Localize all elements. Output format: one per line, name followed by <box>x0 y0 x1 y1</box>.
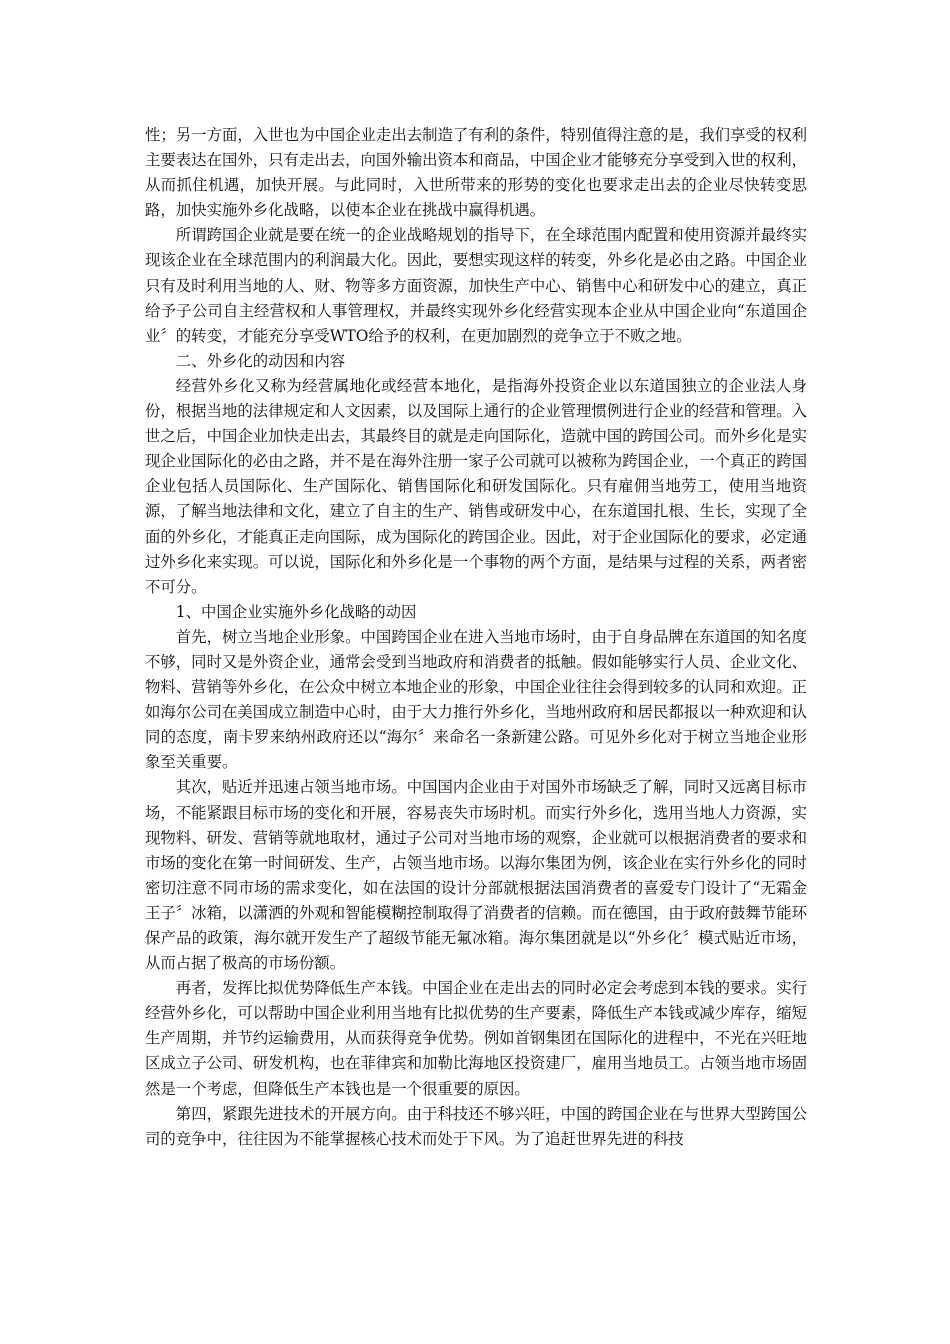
paragraph-reason-second: 其次，贴近并迅速占领当地市场。中国国内企业由于对国外市场缺乏了解，同时又远离目标市场，不能紧跟目标市场的变化和开展，容易丧失市场时机。而实行外乡化，选用当地人力资源，实现物料、研发、营销等就地取材，通过子公司对当地市场的观察，企业就可以根据消费者的要求和市场的变化在第一时间研发、生产，占领当地市场。以海尔集团为例，该企业在实行外乡化的同时密切注意不同市场的需求变化，如在法国的设计分部就根据法国消费者的喜爱专门设计了“无霜金王子〞冰箱，以潇洒的外观和智能模糊控制取得了消费者的信赖。而在德国，由于政府鼓舞节能环保产品的政策，海尔就开发生产了超级节能无氟冰箱。海尔集团就是以“外乡化〞模式贴近市场，从而占据了极高的市场份额。 <box>145 778 807 973</box>
paragraph-intro-continuation: 性；另一方面，入世也为中国企业走出去制造了有利的条件，特别值得注意的是，我们享受的权利主要表达在国外，只有走出去，向国外输出资本和商品，中国企业才能够充分享受到入世的权利，从而抓住机遇，加快开展。与此同时，入世所带来的形势的变化也要求走出去的企业尽快转变思路，加快实施外乡化战略，以使本企业在挑战中赢得机遇。 <box>145 126 807 220</box>
paragraph-reason-third: 再者，发挥比拟优势降低生产本钱。中国企业在走出去的同时必定会考虑到本钱的要求。实行经营外乡化，可以帮助中国企业利用当地有比拟优势的生产要素，降低生产本钱或减少库存，缩短生产周期，并节约运输费用，从而获得竞争优势。例如首钢集团在国际化的进程中，不光在兴旺地区成立子公司、研发机构，也在菲律宾和加勒比海地区投资建厂，雇用当地员工。占领当地市场固然是一个考虑，但降低生产本钱也是一个很重要的原因。 <box>145 979 807 1098</box>
paragraph-localization-definition: 经营外乡化又称为经营属地化或经营本地化，是指海外投资企业以东道国独立的企业法人身份，根据当地的法律规定和人文因素，以及国际上通行的企业管理惯例进行企业的经营和管理。入世之后，中国企业加快走出去，其最终目的就是走向国际化，造就中国的跨国公司。而外乡化是实现企业国际化的必由之路，并不是在海外注册一家子公司就可以被称为跨国企业，一个真正的跨国企业包括人员国际化、生产国际化、销售国际化和研发国际化。只有雇佣当地劳工，使用当地资源，了解当地法律和文化，建立了自主的生产、销售或研发中心，在东道国扎根、生长，实现了全面的外乡化，才能真正走向国际，成为国际化的跨国企业。因此，对于企业国际化的要求，必定通过外乡化来实现。可以说，国际化和外乡化是一个事物的两个方面，是结果与过程的关系，两者密不可分。 <box>145 376 807 596</box>
paragraph-transnational-definition: 所谓跨国企业就是要在统一的企业战略规划的指导下，在全球范围内配置和使用资源并最终实现该企业在全球范围内的利润最大化。因此，要想实现这样的转变，外乡化是必由之路。中国企业只有及时利用当地的人、财、物等多方面资源，加快生产中心、销售中心和研发中心的建立，真正给予子公司自主经营权和人事管理权，并最终实现外乡化经营实现本企业从中国企业向“东道国企业〞的转变，才能充分享受WTO给予的权利，在更加剧烈的竞争立于不败之地。 <box>145 226 807 345</box>
paragraph-reason-first: 首先，树立当地企业形象。中国跨国企业在进入当地市场时，由于自身品牌在东道国的知名度不够，同时又是外资企业，通常会受到当地政府和消费者的抵触。假如能够实行人员、企业文化、物料、营销等外乡化，在公众中树立本地企业的形象，中国企业往往会得到较多的认同和欢迎。正如海尔公司在美国成立制造中心时，由于大力推行外乡化，当地州政府和居民都报以一种欢迎和认同的态度，南卡罗来纳州政府还以“海尔〞来命名一条新建公路。可见外乡化对于树立当地企业形象至关重要。 <box>145 627 807 772</box>
subsection-heading-1: 1、中国企业实施外乡化战略的动因 <box>175 602 417 621</box>
section-heading-2: 二、外乡化的动因和内容 <box>175 351 346 370</box>
document-body <box>145 123 807 1152</box>
paragraph-reason-fourth: 第四，紧跟先进技术的开展方向。由于科技还不够兴旺，中国的跨国企业在与世界大型跨国公司的竞争中，往往因为不能掌握核心技术而处于下风。为了追赶世界先进的科技 <box>145 1104 807 1148</box>
